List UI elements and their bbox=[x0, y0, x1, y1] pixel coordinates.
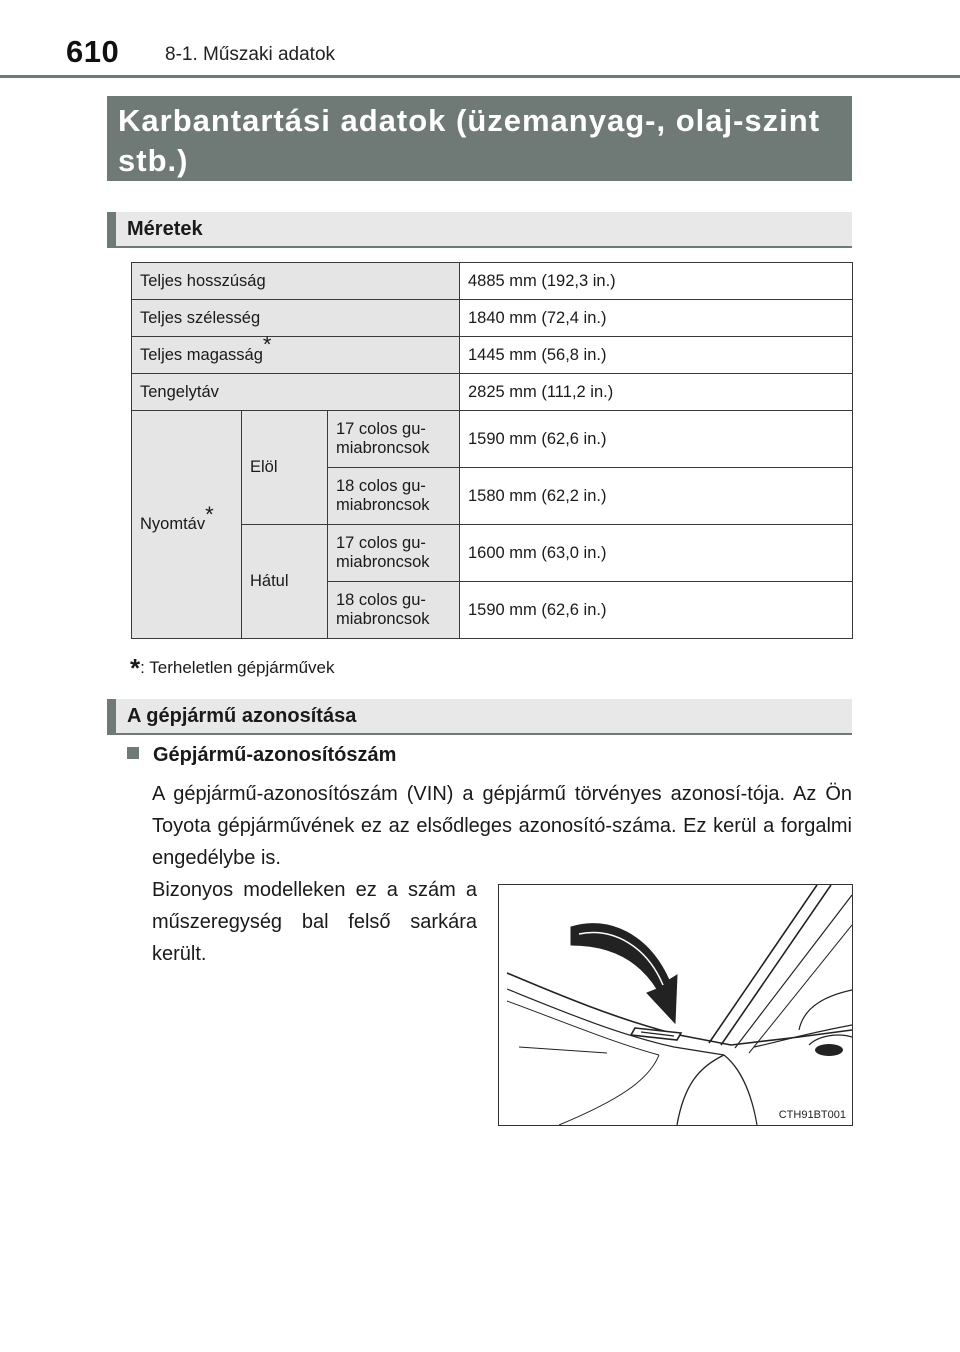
row-label-cell bbox=[132, 332, 460, 374]
heading-accent-bar bbox=[107, 212, 116, 246]
table-row bbox=[132, 411, 853, 468]
row-label: Teljes magasság bbox=[140, 345, 263, 364]
footnote-marker: * bbox=[205, 501, 214, 527]
table-row bbox=[132, 300, 853, 337]
row-value: 1445 mm (56,8 in.) bbox=[460, 337, 853, 374]
page-title: Karbantartási adatok (üzemanyag-, olaj-szint stb.) bbox=[118, 103, 821, 178]
row-value: 1580 mm (62,2 in.) bbox=[460, 468, 853, 525]
row-label: Teljes hosszúság bbox=[132, 263, 460, 300]
page-header bbox=[0, 0, 960, 80]
row-value: 4885 mm (192,3 in.) bbox=[460, 263, 853, 300]
row-value: 1600 mm (63,0 in.) bbox=[460, 525, 853, 582]
row-value: 1590 mm (62,6 in.) bbox=[460, 582, 853, 639]
footnote-marker: * bbox=[262, 332, 272, 357]
header-divider bbox=[0, 75, 960, 78]
section-reference: 8-1. Műszaki adatok bbox=[165, 44, 336, 65]
vin-section-title bbox=[127, 744, 396, 767]
table-row bbox=[132, 374, 853, 411]
vin-paragraph: A gépjármű-azonosítószám (VIN) a gépjármű törvényes azonosí-tója. Az Ön Toyota gépjárművének ez az elsődleges azonosító-száma. Ez kerül a forgalmi engedélybe is. bbox=[152, 783, 852, 869]
tire-size: 18 colos gu- miabroncsok bbox=[328, 468, 460, 525]
tire-size: 17 colos gu- miabroncsok bbox=[328, 411, 460, 468]
dashboard-illustration bbox=[499, 885, 852, 1125]
row-value: 1840 mm (72,4 in.) bbox=[460, 300, 853, 337]
vin-location-figure bbox=[498, 884, 853, 1126]
table-footnote bbox=[130, 653, 334, 684]
row-value: 1590 mm (62,6 in.) bbox=[460, 411, 853, 468]
identification-heading bbox=[107, 699, 852, 735]
vin-location-paragraph: Bizonyos modelleken ez a szám a műszeregység bal felső sarkára került. bbox=[152, 879, 477, 965]
row-value: 2825 mm (111,2 in.) bbox=[460, 374, 853, 411]
bullet-square-icon bbox=[127, 747, 139, 759]
vin-title-text: Gépjármű-azonosítószám bbox=[153, 744, 397, 766]
front-label: Elöl bbox=[242, 411, 328, 525]
table-row bbox=[132, 337, 853, 374]
track-label-cell bbox=[132, 411, 242, 639]
figure-code: CTH91BT001 bbox=[778, 1109, 846, 1121]
row-label: Teljes szélesség bbox=[132, 300, 460, 337]
track-label: Nyomtáv bbox=[140, 515, 206, 533]
footnote-text: : Terheletlen gépjárművek bbox=[140, 658, 335, 677]
tire-size: 18 colos gu- miabroncsok bbox=[328, 582, 460, 639]
tire-size: 17 colos gu- miabroncsok bbox=[328, 525, 460, 582]
page-number: 610 bbox=[66, 34, 120, 69]
heading-accent-bar bbox=[107, 699, 116, 733]
dimensions-table bbox=[131, 262, 853, 639]
dimensions-heading-text: Méretek bbox=[127, 218, 203, 240]
row-label: Tengelytáv bbox=[132, 374, 460, 411]
footnote-marker: * bbox=[130, 653, 141, 683]
identification-heading-text: A gépjármű azonosítása bbox=[127, 705, 357, 727]
rear-label: Hátul bbox=[242, 525, 328, 639]
table-row bbox=[132, 263, 853, 300]
dimensions-heading bbox=[107, 212, 852, 248]
